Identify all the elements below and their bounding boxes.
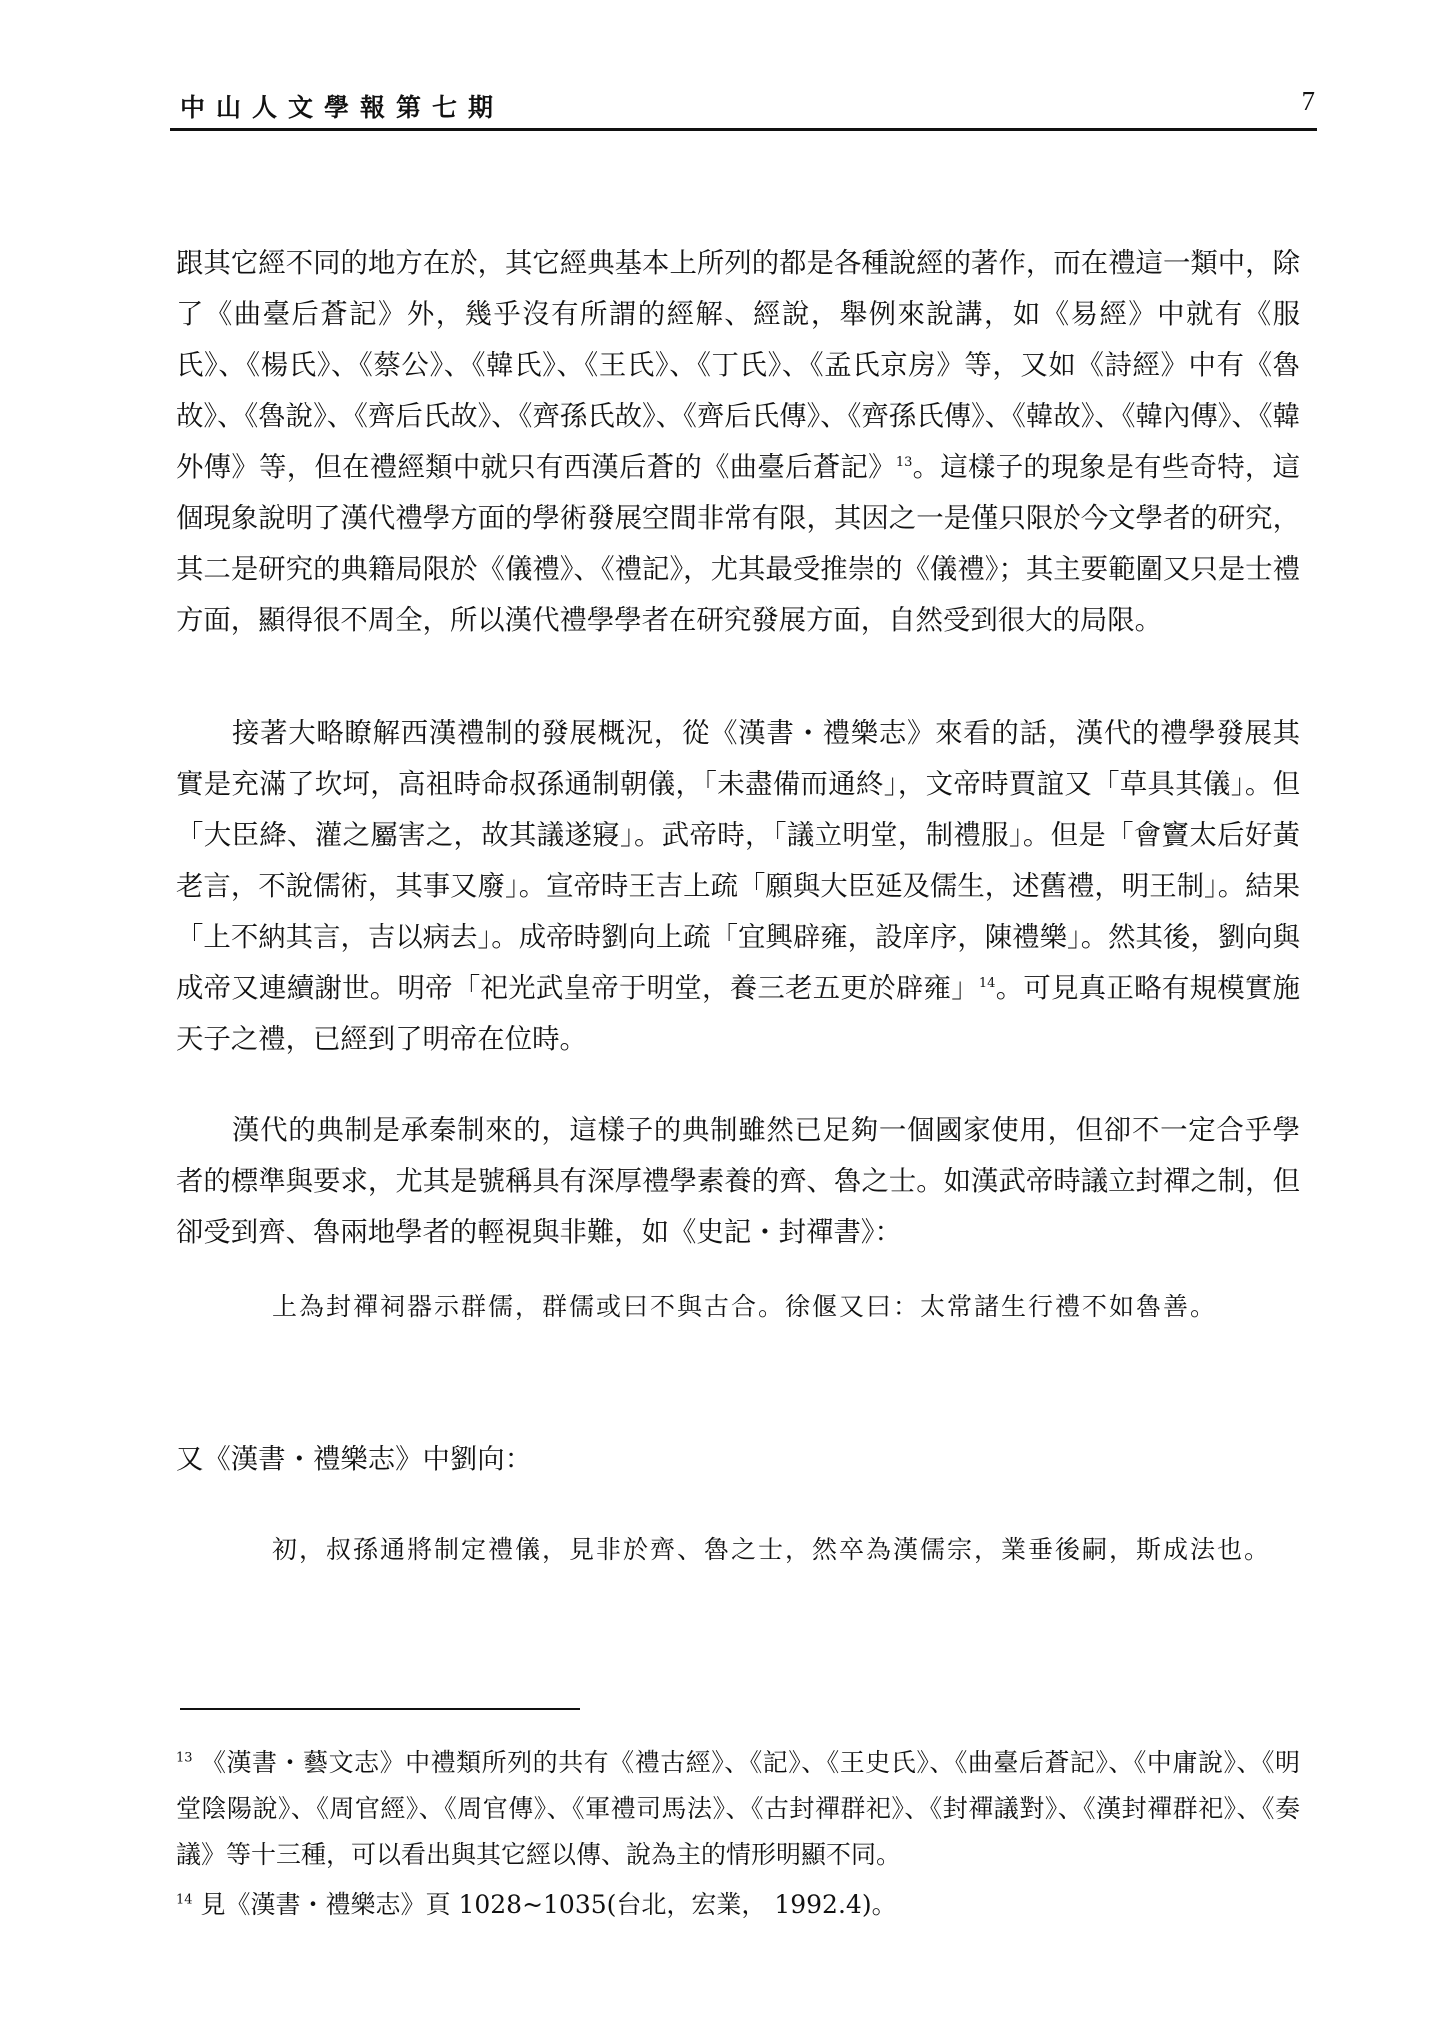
paragraph-2-text-b: 。可見真正略有規模實施天子之禮，已經到了明帝在位時。 <box>176 973 1300 1055</box>
paragraph-1 <box>176 238 1300 646</box>
paragraph-2 <box>176 708 1300 1065</box>
footnote-ref-13[interactable]: 13 <box>895 454 913 470</box>
running-header <box>180 88 1315 130</box>
quote-lead-in: 又《漢書・禮樂志》中劉向： <box>176 1444 533 1475</box>
footnote-13 <box>176 1740 1300 1878</box>
paragraph-1-text-a: 跟其它經不同的地方在於，其它經典基本上所列的都是各種說經的著作，而在禮這一類中，除了《曲臺后蒼記》外，幾乎沒有所謂的經解、經說，舉例來說講，如《易經》中就有《服氏》、《楊氏》、《蔡公》、《韓氏》、《王氏》、《丁氏》、《孟氏京房》等，又如《詩經》中有《魯故》、《魯說》、《齊后氏故》、《齊孫氏故》、《齊后氏傳》、《齊孫氏傳》、《韓故》、《韓內傳》、《韓外傳》等，但在禮經類中就只有西漢后蒼的《曲臺后蒼記》 <box>176 248 1300 483</box>
paragraph-2-text-a: 接著大略瞭解西漢禮制的發展概況，從《漢書・禮樂志》來看的話，漢代的禮學發展其實是充滿了坎坷，高祖時命叔孫通制朝儀，「未盡備而通終」，文帝時賈誼又「草具其儀」。但「大臣絳、灌之屬害之，故其議遂寢」。武帝時，「議立明堂，制禮服」。但是「會竇太后好黃老言，不說儒術，其事又廢」。宣帝時王吉上疏「願與大臣延及儒生，述舊禮，明王制」。結果「上不納其言，吉以病去」。成帝時劉向上疏「宜興辟雍，設庠序，陳禮樂」。然其後，劉向與成帝又連續謝世。明帝「祀光武皇帝于明堂，養三老五更於辟雍」 <box>176 718 1300 1004</box>
footnote-mark-14: 14 <box>176 1892 193 1908</box>
footnote-rule <box>180 1708 580 1710</box>
footnote-mark-13: 13 <box>176 1750 193 1766</box>
footnote-13-text: 《漢書・藝文志》中禮類所列的共有《禮古經》、《記》、《王史氏》、《曲臺后蒼記》、《中庸說》、《明堂陰陽說》、《周官經》、《周官傳》、《軍禮司馬法》、《古封禪群祀》、《封禪議對》、《漢封禪群祀》、《奏議》等十三種，可以看出與其它經以傳、說為主的情形明顯不同。 <box>176 1748 1300 1869</box>
journal-title: 中山人文學報第七期 <box>180 93 505 122</box>
block-quote-1: 上為封禪祠器示群儒，群儒或曰不與古合。徐偃又曰：太常諸生行禮不如魯善。 <box>272 1292 1218 1321</box>
header-rule <box>170 128 1317 131</box>
paragraph-1-text-b: 。這樣子的現象是有些奇特，這個現象說明了漢代禮學方面的學術發展空間非常有限，其因之一是僅只限於今文學者的研究，其二是研究的典籍局限於《儀禮》、《禮記》，尤其最受推崇的《儀禮》；其主要範圍又只是士禮方面，顯得很不周全，所以漢代禮學學者在研究發展方面，自然受到很大的局限。 <box>176 452 1300 636</box>
paragraph-3: 漢代的典制是承秦制來的，這樣子的典制雖然已足夠一個國家使用，但卻不一定合乎學者的標準與要求，尤其是號稱具有深厚禮學素養的齊、魯之士。如漢武帝時議立封禪之制，但卻受到齊、魯兩地學者的輕視與非難，如《史記・封禪書》： <box>176 1115 1300 1248</box>
footnote-14-text: 見《漢書・禮樂志》頁 1028~1035(台北，宏業， 1992.4)。 <box>200 1890 897 1919</box>
footnote-ref-14[interactable]: 14 <box>978 975 996 991</box>
footnote-14 <box>176 1882 1300 1928</box>
block-quote-2: 初，叔孫通將制定禮儀，見非於齊、魯之士，然卒為漢儒宗，業垂後嗣，斯成法也。 <box>272 1535 1272 1564</box>
page-number: 7 <box>1301 86 1315 116</box>
footnotes <box>176 1740 1300 1928</box>
